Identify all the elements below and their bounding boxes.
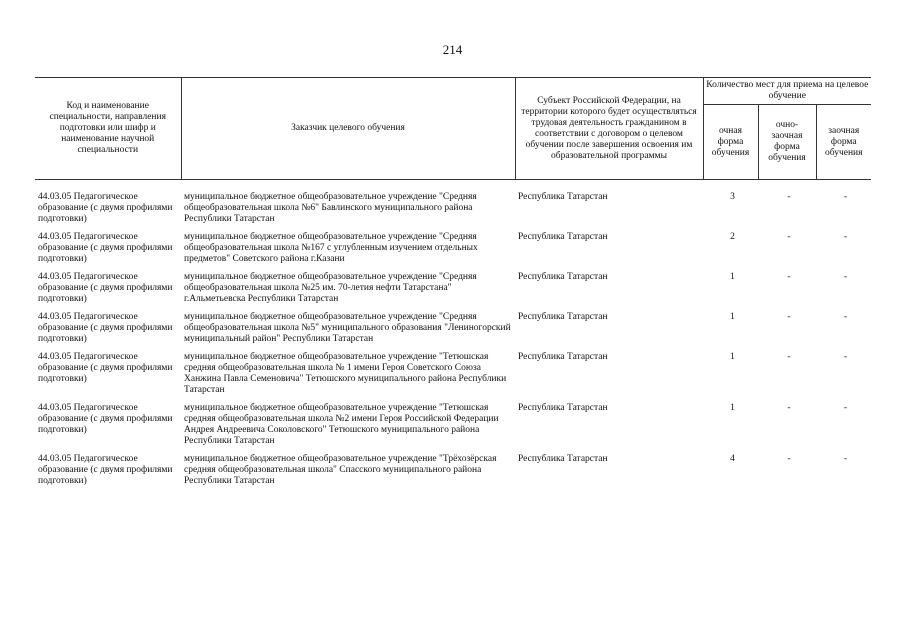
cell-correspondence: - — [843, 403, 848, 413]
cell-part-time: - — [787, 352, 791, 362]
header-code: Код и наименование специальности, направления подготовки или шифр и наименование научной специальности — [35, 78, 181, 180]
cell-customer: муниципальное бюджетное общеобразовательное учреждение "Средняя общеобразовательная школа №167 с углубленным изучением отдельных предметов" Советского района г.Казани — [184, 232, 478, 264]
cell-correspondence: - — [843, 192, 848, 202]
header-part-time: очно-заочная форма обучения — [758, 105, 816, 180]
header-correspondence: заочная форма обучения — [816, 105, 871, 180]
cell-part-time: - — [787, 403, 791, 413]
cell-correspondence: - — [843, 312, 848, 322]
cell-customer: муниципальное бюджетное общеобразовательное учреждение "Средняя общеобразовательная школа №6" Бавлинского муниципального района Республики Татарстан — [184, 192, 477, 224]
target-training-table — [35, 77, 871, 494]
page-number: 214 — [442, 42, 463, 57]
cell-customer: муниципальное бюджетное общеобразовательное учреждение "Тетюшская средняя общеобразовательная школа №2 имени Героя Российской Федерации Андрея Андреевича Соколовского" Тетюшского муниципального района Республики Татарстан — [184, 403, 499, 446]
cell-subject: Республика Татарстан — [518, 403, 608, 413]
cell-code: 44.03.05 Педагогическое образование (с двумя профилями подготовки) — [38, 352, 173, 384]
cell-customer: муниципальное бюджетное общеобразовательное учреждение "Средняя общеобразовательная школа №25 им. 70-летия нефти Татарстана" г.Альметьевска Республики Татарстан — [184, 272, 477, 304]
table-row — [35, 312, 871, 352]
cell-subject: Республика Татарстан — [518, 192, 608, 202]
cell-subject: Республика Татарстан — [518, 454, 608, 464]
header-places: Количество мест для приема на целевое обучение — [703, 78, 871, 105]
cell-full-time: 3 — [730, 192, 735, 202]
cell-subject: Республика Татарстан — [518, 352, 608, 362]
cell-subject: Республика Татарстан — [518, 312, 608, 322]
header-full-time: очная форма обучения — [703, 105, 758, 180]
cell-code: 44.03.05 Педагогическое образование (с двумя профилями подготовки) — [38, 232, 173, 264]
cell-customer: муниципальное бюджетное общеобразовательное учреждение "Средняя общеобразовательная школа №5" муниципального образования "Лениногорский муниципальный район" Республики Татарстан — [184, 312, 511, 344]
table-row — [35, 454, 871, 494]
cell-correspondence: - — [843, 454, 848, 464]
cell-part-time: - — [787, 232, 791, 242]
cell-full-time: 2 — [730, 232, 735, 242]
cell-customer: муниципальное бюджетное общеобразовательное учреждение "Тетюшская средняя общеобразовательная школа № 1 имени Героя Советского Союза Ханжина Павла Семеновича" Тетюшского муниципального района Республики Татарстан — [184, 352, 507, 395]
table-row — [35, 272, 871, 312]
cell-code: 44.03.05 Педагогическое образование (с двумя профилями подготовки) — [38, 454, 173, 486]
cell-subject: Республика Татарстан — [518, 272, 608, 282]
cell-code: 44.03.05 Педагогическое образование (с двумя профилями подготовки) — [38, 312, 173, 344]
cell-full-time: 1 — [730, 272, 735, 282]
cell-full-time: 1 — [730, 352, 735, 362]
cell-part-time: - — [787, 312, 791, 322]
cell-code: 44.03.05 Педагогическое образование (с двумя профилями подготовки) — [38, 192, 173, 224]
table-header — [35, 78, 871, 180]
cell-correspondence: - — [843, 352, 848, 362]
cell-full-time: 1 — [730, 403, 735, 413]
cell-part-time: - — [787, 192, 791, 202]
cell-part-time: - — [787, 454, 791, 464]
table-body — [35, 180, 871, 495]
table-row — [35, 232, 871, 272]
table-row — [35, 352, 871, 403]
cell-code: 44.03.05 Педагогическое образование (с двумя профилями подготовки) — [38, 272, 173, 304]
cell-code: 44.03.05 Педагогическое образование (с двумя профилями подготовки) — [38, 403, 173, 435]
cell-customer: муниципальное бюджетное общеобразовательное учреждение "Трёхозёрская средняя общеобразовательная школа" Спасского муниципального района Республики Татарстан — [184, 454, 497, 486]
cell-correspondence: - — [843, 272, 848, 282]
header-customer: Заказчик целевого обучения — [181, 78, 515, 180]
cell-full-time: 4 — [730, 454, 735, 464]
cell-full-time: 1 — [730, 312, 735, 322]
cell-part-time: - — [787, 272, 791, 282]
cell-correspondence: - — [843, 232, 848, 242]
table-row — [35, 403, 871, 454]
header-subject: Субъект Российской Федерации, на территории которого будет осуществляться трудовая деятельность гражданином в соответствии с договором о целевом обучении после завершения освоения им образовательной программы — [515, 78, 703, 180]
cell-subject: Республика Татарстан — [518, 232, 608, 242]
table-row — [35, 192, 871, 232]
